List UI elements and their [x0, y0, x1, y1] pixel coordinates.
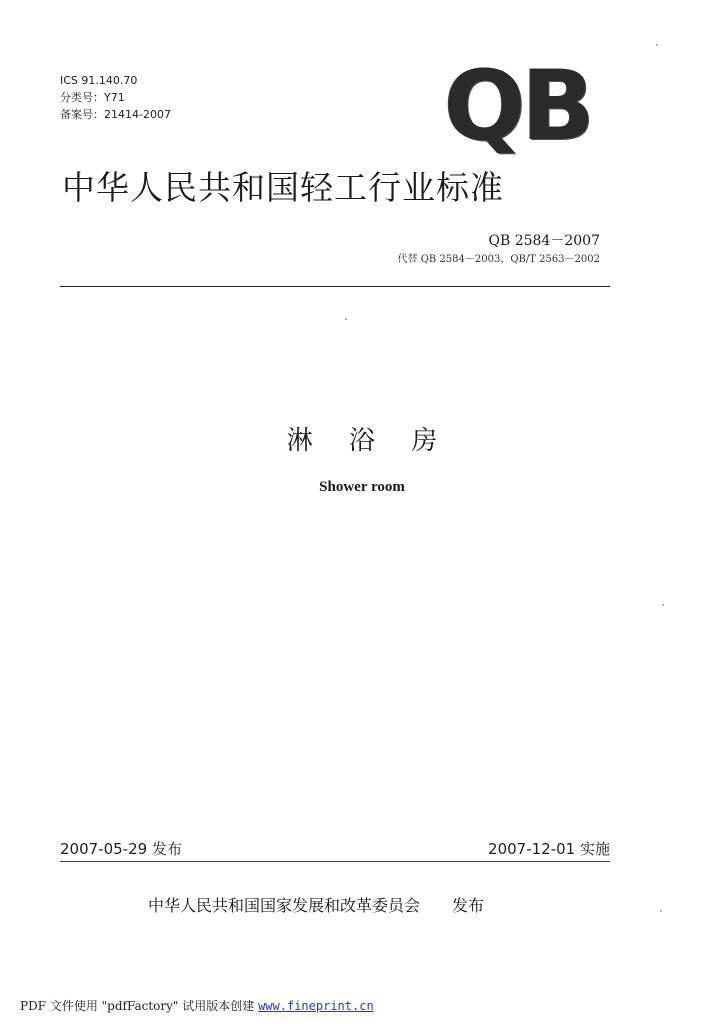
standard-number: QB 2584－2007	[488, 233, 600, 249]
ics-code: ICS 91.140.70	[60, 74, 138, 87]
classification-block	[60, 72, 171, 123]
footer-text: PDF 文件使用 "pdfFactory" 试用版本创建	[20, 999, 259, 1013]
category-code: 分类号：Y71	[60, 91, 125, 104]
scan-speck	[662, 604, 664, 606]
document-subtitle: Shower room	[319, 479, 405, 495]
footer-link[interactable]: www.fineprint.cn	[258, 999, 374, 1013]
record-number: 备案号：21414-2007	[60, 108, 171, 121]
header-divider	[60, 286, 610, 287]
implementation-date: 2007-12-01 实施	[488, 840, 610, 858]
footer-divider	[60, 861, 610, 862]
replaces-note: 代替 QB 2584－2003，QB/T 2563－2002	[397, 254, 600, 265]
scan-speck	[345, 318, 347, 320]
scan-speck	[656, 44, 658, 46]
org-title: 中华人民共和国轻工行业标准	[62, 168, 504, 207]
qb-logo: QB	[444, 50, 591, 162]
publisher: 中华人民共和国国家发展和改革委员会 发布	[148, 896, 485, 915]
pdf-footer	[20, 997, 374, 1014]
document-title: 淋 浴 房	[286, 426, 452, 456]
scan-speck	[660, 910, 662, 912]
issue-date: 2007-05-29 发布	[60, 840, 182, 858]
